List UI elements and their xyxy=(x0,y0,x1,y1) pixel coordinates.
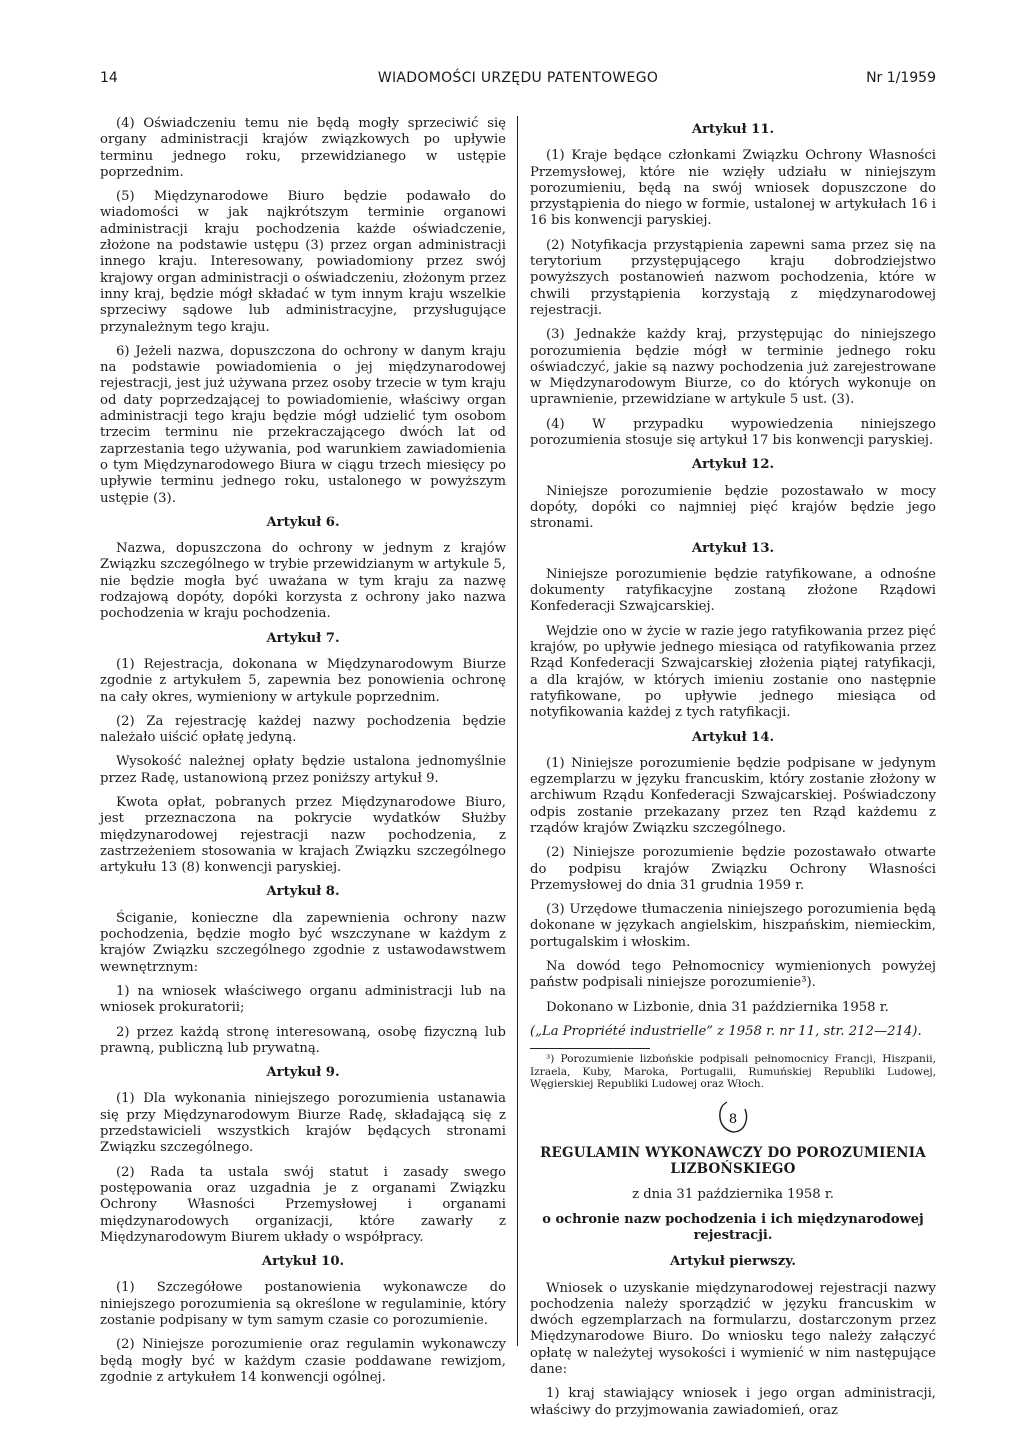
paragraph: Dokonano w Lizbonie, dnia 31 października 1958 r. xyxy=(546,999,889,1015)
article-heading: Artykuł 8. xyxy=(266,884,340,900)
article-heading: Artykuł 7. xyxy=(266,630,340,646)
article-heading: Artykuł 11. xyxy=(691,122,775,137)
article-heading: Artykuł 10. xyxy=(261,1254,345,1270)
paragraph: Ściganie, konieczne dla zapewnienia ochrony nazw pochodzenia, będzie mogło być wszczynane w każdym z krajów Związku szczególnego zgodnie z ustawodawstwem wewnętrznym: xyxy=(100,910,506,975)
emblem-tail xyxy=(723,1102,727,1105)
emblem-number: 8 xyxy=(728,1111,738,1127)
paragraph: Wejdzie ono w życie w razie jego ratyfikowania przez pięć krajów, po upływie jednego miesiąca od ratyfikowania przez Rząd Konfederacji Szwajcarskiej złożenia piątej ratyfikacji, a dla krajów, w których imieniu zostanie ono następnie ratyfikowane, po upływie jednego miesiąca od notyfikowania każdej z tych ratyfikacji. xyxy=(530,623,936,721)
paragraph: (1) Szczegółowe postanowienia wykonawcze do niniejszego porozumienia są określone w regulaminie, który zostanie podpisany w tym samym czasie co porozumienie. xyxy=(100,1280,506,1328)
paragraph: (3) Urzędowe tłumaczenia niniejszego porozumienia będą dokonane w językach angielskim, hiszpańskim, niemieckim, portugalskim i włoskim. xyxy=(530,902,936,950)
page-number: 14 xyxy=(100,70,118,86)
paragraph: Wysokość należnej opłaty będzie ustalona jednomyślnie przez Radę, ustanowioną przez poniższy artykuł 9. xyxy=(100,754,506,786)
paragraph: (1) Kraje będące członkami Związku Ochrony Własności Przemysłowej, które nie wzięły udziału w niniejszym porozumieniu, będą na swój wniosek dopuszczone do przystąpienia do niego w formie, ustalonej w artykułach 16 i 16 bis konwencji paryskiej. xyxy=(530,148,936,229)
paragraph: Nazwa, dopuszczona do ochrony w jednym z krajów Związku szczególnego w trybie przewidzianym w artykule 5, nie będzie mogła być uważana w tym kraju za nazwę rodzajową dopóty, dopóki korzysta z ochrony jako nazwa pochodzenia w kraju pochodzenia. xyxy=(100,541,506,622)
paragraph: 6) Jeżeli nazwa, dopuszczona do ochrony w danym kraju na podstawie powiadomienia o jej międzynarodowej rejestracji, jest już używana przez osoby trzecie w tym kraju od daty poprzedzającej to powiadomienie, właściwy organ administracji tego kraju będzie mógł udzielić tym osobom trzecim terminu nie przekraczającego dwóch lat od zaprzestania tego używania, pod warunkiem zawiadomienia o tym Międzynarodowego Biura w ciągu trzech miesięcy po upływie terminu jednego roku, ustalonego w powyższym ustępie (3). xyxy=(100,343,506,506)
paragraph: (2) Rada ta ustala swój statut i zasady swego postępowania oraz uzgadnia je z organami Związku Ochrony Własności Przemysłowej i organami międzynarodowych organizacji, które zawarły z Międzynarodowym Biurem układy o współpracy. xyxy=(100,1164,506,1245)
article-heading: Artykuł pierwszy. xyxy=(670,1254,796,1270)
paragraph: (1) Rejestracja, dokonana w Międzynarodowym Biurze zgodnie z artykułem 5, zapewnia bez ponowienia ochronę na cały okres, wymieniony w artykule poprzednim. xyxy=(100,656,506,705)
footnote: ³) Porozumienie lizbońskie podpisali pełnomocnicy Francji, Hiszpanii, Izraela, Kuby, Maroka, Portugalii, Rumuńskiej Republiki Ludowej, Węgierskiej Republiki Ludowej oraz Włoch. xyxy=(530,1053,936,1091)
regulation-subtitle: o ochronie nazw pochodzenia i ich międzynarodowej rejestracji. xyxy=(542,1211,924,1243)
paragraph: (2) Niniejsze porozumienie będzie pozostawało otwarte do podpisu krajów Związku Ochrony Własności Przemysłowej do dnia 31 grudnia 1959 r. xyxy=(530,845,936,893)
paragraph: Na dowód tego Pełnomocnicy wymienionych powyżej państw podpisali niniejsze porozumienie³). xyxy=(530,959,936,991)
paragraph: (2) Niniejsze porozumienie oraz regulamin wykonawczy będą mogły być w każdym czasie poddawane rewizjom, zgodnie z artykułem 14 konwencji ogólnej. xyxy=(100,1337,506,1385)
paragraph: (2) Notyfikacja przystąpienia zapewni sama przez się na terytorium przystępującego kraju dobrodziejstwo powyższych postanowień nazwom pochodzenia, które w chwili przystąpienia korzystają z międzynarodowej rejestracji. xyxy=(530,237,936,318)
paragraph: Wniosek o uzyskanie międzynarodowej rejestracji nazwy pochodzenia należy sporządzić w języku francuskim w dwóch egzemplarzach na formularzu, dostarczonym przez Międzynarodowe Biuro. Do wniosku tego należy załączyć opłatę w należytej wysokości i wymienić w nim następujące dane: xyxy=(530,1280,936,1378)
column-divider xyxy=(517,116,518,1346)
paragraph: 2) przez każdą stronę interesowaną, osobę fizyczną lub prawną, publiczną lub prywatną. xyxy=(100,1024,506,1056)
regulation-date: z dnia 31 października 1958 r. xyxy=(632,1187,834,1203)
issue-number: Nr 1/1959 xyxy=(866,70,936,86)
article-heading: Artykuł 12. xyxy=(691,457,775,473)
paragraph: (1) Niniejsze porozumienie będzie podpisane w jedynym egzemplarzu w języku francuskim, który zostanie złożony w archiwum Rządu Konfederacji Szwajcarskiej. Poświadczony odpis zostanie przekazany przez ten Rząd każdemu z rządów krajów Związku szczególnego. xyxy=(530,755,936,836)
source-citation-text: („La Propriété industrielle” z 1958 r. nr 11, str. 212—214). xyxy=(530,1023,922,1039)
article-heading: Artykuł 9. xyxy=(266,1065,340,1081)
article-heading: Artykuł 14. xyxy=(691,729,775,745)
source-citation xyxy=(530,1024,936,1040)
paragraph: (4) W przypadku wypowiedzenia niniejszego porozumienia stosuje się artykuł 17 bis konwencji paryskiej. xyxy=(530,416,936,449)
right-column xyxy=(530,116,936,1427)
paragraph: 1) na wniosek właściwego organu administracji lub na wniosek prokuratorii; xyxy=(100,983,506,1016)
journal-title: WIADOMOŚCI URZĘDU PATENTOWEGO xyxy=(377,70,659,86)
article-heading: Artykuł 13. xyxy=(691,540,775,556)
page-header xyxy=(100,70,936,94)
paragraph: 1) kraj stawiający wniosek i jego organ administracji, właściwy do przyjmowania zawiadomień, oraz xyxy=(530,1386,936,1418)
paragraph: (4) Oświadczeniu temu nie będą mogły sprzeciwić się organy administracji krajów związkowych po upływie terminu jednego roku, przewidzianego w ustępie poprzednim. xyxy=(100,116,506,180)
regulation-title: REGULAMIN WYKONAWCZY DO POROZUMIENIA LIZBOŃSKIEGO xyxy=(540,1144,926,1178)
paragraph: Kwota opłat, pobranych przez Międzynarodowe Biuro, jest przeznaczona na pokrycie wydatków Służby międzynarodowej rejestracji nazw pochodzenia, z zastrzeżeniem stosowania w krajach Związku szczególnego artykułu 13 (8) konwencji paryskiej. xyxy=(100,794,506,876)
paragraph: Niniejsze porozumienie będzie pozostawało w mocy dopóty, dopóki co najmniej pięć krajów będzie jego stronami. xyxy=(530,483,936,532)
article-heading: Artykuł 6. xyxy=(266,514,340,530)
left-column xyxy=(100,116,506,1394)
paragraph: (5) Międzynarodowe Biuro będzie podawało do wiadomości w jak najkrótszym terminie organowi administracji kraju pochodzenia każde oświadczenie, złożone na podstawie ustępu (3) przez organ administracji innego kraju. Interesowany, powiadomiony przez swój krajowy organ administracji o oświadczeniu, złożonym przez inny kraj, będzie mógł składać w tym innym kraju wszelkie sprzeciwy sądowe lub administracyjne, przysługujące przynależnym tego kraju. xyxy=(100,189,506,335)
paragraph: (1) Dla wykonania niniejszego porozumienia ustanawia się przy Międzynarodowym Biurze Radę, składającą się z przedstawicieli wszystkich krajów będących stronami Związku szczególnego. xyxy=(100,1091,506,1156)
footnote-rule xyxy=(530,1048,650,1049)
paragraph: Niniejsze porozumienie będzie ratyfikowane, a odnośne dokumenty ratyfikacyjne zostaną złożone Rządowi Konfederacji Szwajcarskiej. xyxy=(530,566,936,615)
paragraph: (3) Jednakże każdy kraj, przystępując do niniejszego porozumienia będzie mógł w terminie jednego roku oświadczyć, jakie są nazwy pochodzenia już zarejestrowane w Międzynarodowym Biurze, co do których wykonuje on uprawnienie, przewidziane w artykule 5 ust. (3). xyxy=(530,327,936,408)
section-emblem xyxy=(715,1099,751,1137)
paragraph: (2) Za rejestrację każdej nazwy pochodzenia będzie należało uiścić opłatę jedyną. xyxy=(100,713,506,746)
